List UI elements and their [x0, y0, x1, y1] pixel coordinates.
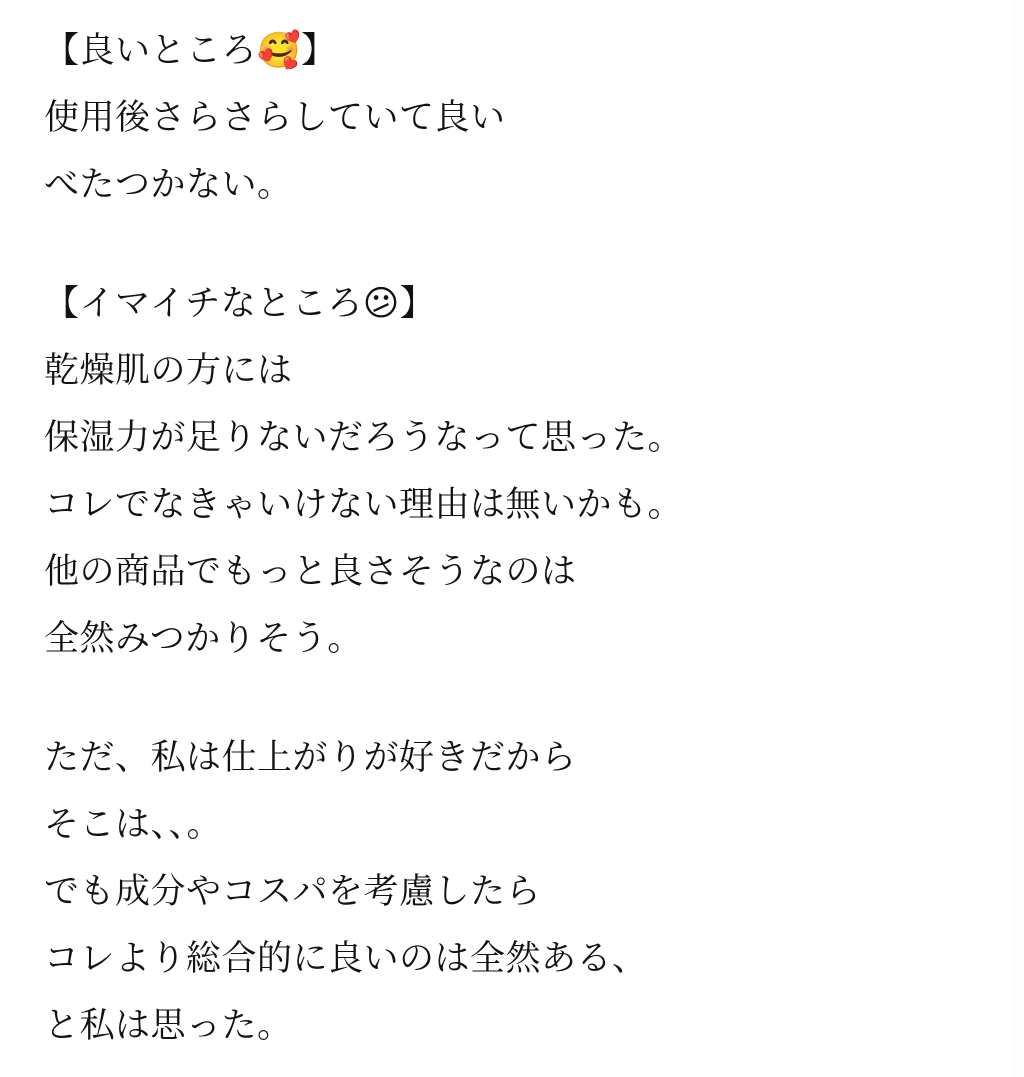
- bad-points-line-3: コレでなきゃいけない理由は無いかも。: [44, 485, 684, 525]
- closing-line-2: そこは、、。: [44, 805, 223, 845]
- good-points-block: [44, 18, 984, 219]
- closing-line-4: コレより総合的に良いのは全然ある、: [44, 939, 648, 979]
- bad-points-line-4: 他の商品でもっと良さそうなのは: [44, 552, 577, 592]
- closing-line-1: ただ、私は仕上がりが好きだから: [44, 738, 577, 778]
- bad-points-line-2: 保湿力が足りないだろうなって思った。: [44, 418, 684, 458]
- good-points-heading: 【良いところ🥰】: [44, 31, 337, 71]
- bad-points-line-1: 乾燥肌の方には: [44, 351, 293, 391]
- bad-points-line-5: 全然みつかりそう。: [44, 619, 363, 659]
- closing-line-3: でも成分やコスパを考慮したら: [44, 872, 542, 912]
- good-points-line-1: 使用後さらさらしていて良い: [44, 98, 506, 138]
- page-right-edge: [1012, 0, 1024, 1077]
- bad-points-block: [44, 271, 984, 673]
- bad-points-heading: 【イマイチなところ😕】: [44, 284, 436, 324]
- closing-remarks-block: [44, 725, 984, 1060]
- closing-line-5: と私は思った。: [44, 1006, 293, 1046]
- good-points-line-2: べたつかない。: [44, 165, 293, 205]
